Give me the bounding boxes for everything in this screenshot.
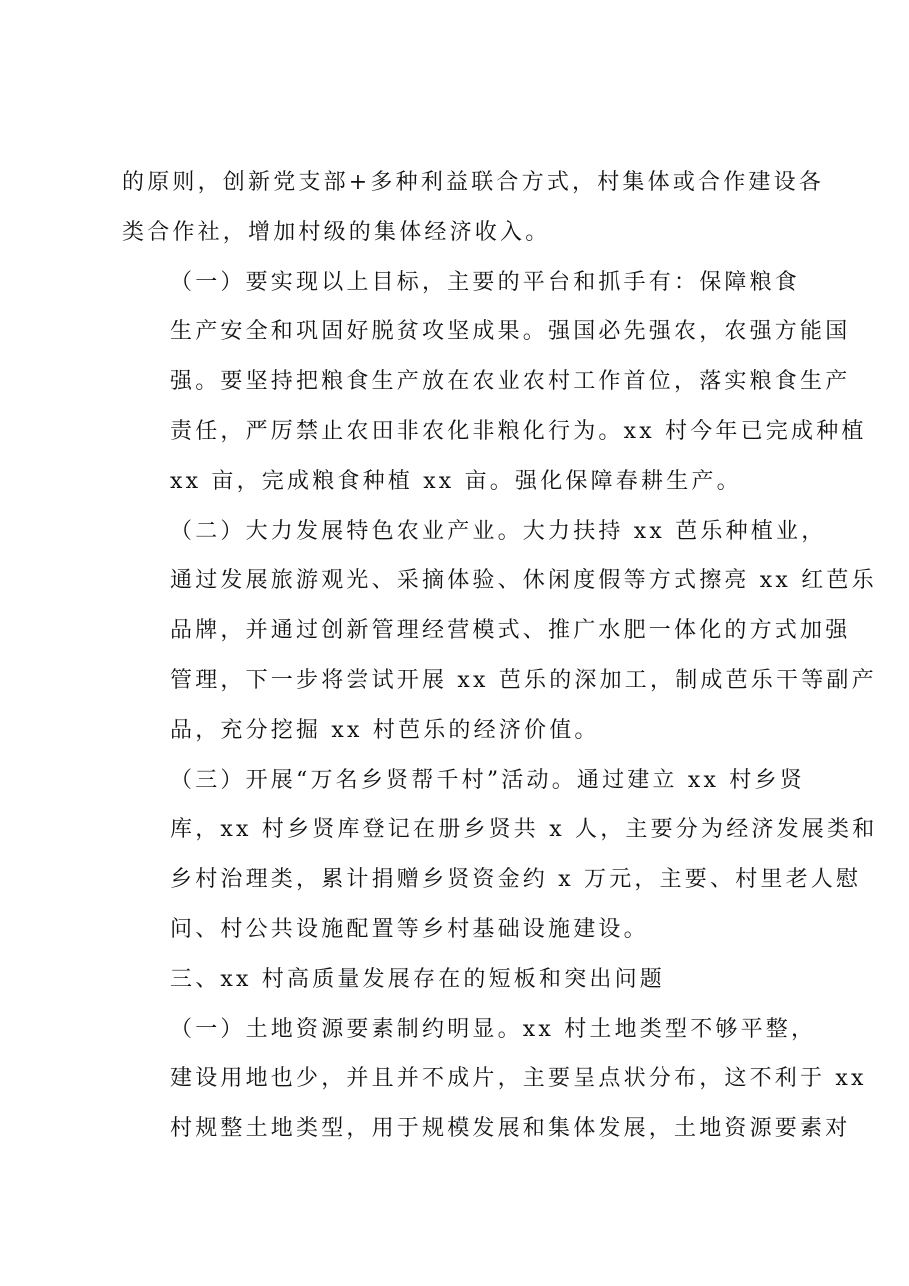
text-line: 通过发展旅游观光、采摘体验、休闲度假等方式擦亮 xx 红芭乐	[170, 568, 877, 594]
text-line: 三、xx 村高质量发展存在的短板和突出问题	[170, 966, 666, 992]
text-line: xx 亩，完成粮食种植 xx 亩。强化保障春耕生产。	[170, 468, 742, 494]
text-line: 问、村公共设施配置等乡村基础设施建设。	[170, 916, 649, 942]
text-line: 管理，下一步将尝试开展 xx 芭乐的深加工，制成芭乐干等副产	[170, 667, 877, 693]
text-line: 库，xx 村乡贤库登记在册乡贤共 x 人，主要分为经济发展类和	[170, 817, 878, 843]
text-line: （二）大力发展特色农业产业。大力扶持 xx 芭乐种植业，	[170, 518, 827, 544]
text-line: 生产安全和巩固好脱贫攻坚成果。强国必先强农，农强方能国	[170, 319, 851, 345]
text-line: （三）开展“万名乡贤帮千村”活动。通过建立 xx 村乡贤	[170, 767, 805, 793]
text-line: 责任，严厉禁止农田非农化非粮化行为。xx 村今年已完成种植	[170, 418, 867, 444]
document-page	[122, 158, 878, 1154]
text-line: 的原则，创新党支部+多种利益联合方式，村集体或合作建设各	[122, 170, 825, 195]
text-line: （一）土地资源要素制约明显。xx 村土地类型不够平整，	[170, 1016, 817, 1042]
text-line: 类合作社，增加村级的集体经济收入。	[122, 219, 551, 245]
paragraph-grain-security	[122, 258, 867, 507]
text-line: （一）要实现以上目标，主要的平台和抓手有：保障粮食	[170, 269, 801, 295]
text-line: 品，充分挖掘 xx 村芭乐的经济价值。	[170, 717, 600, 743]
text-line: 强。要坚持把粮食生产放在农业农村工作首位，落实粮食生产	[170, 369, 851, 395]
text-line: 乡村治理类，累计捐赠乡贤资金约 x 万元，主要、村里老人慰	[170, 867, 862, 893]
paragraph-principle	[122, 158, 825, 258]
paragraph-land-resources	[122, 1005, 867, 1154]
text-line: 品牌，并通过创新管理经营模式、推广水肥一体化的方式加强	[170, 618, 851, 644]
text-line: 建设用地也少，并且并不成片，主要呈点状分布，这不利于 xx	[170, 1066, 867, 1092]
text-line: 村规整土地类型，用于规模发展和集体发展，土地资源要素对	[170, 1116, 851, 1142]
paragraph-agriculture-industry	[122, 507, 877, 756]
section-heading	[122, 955, 802, 1005]
paragraph-village-sages	[122, 756, 878, 955]
